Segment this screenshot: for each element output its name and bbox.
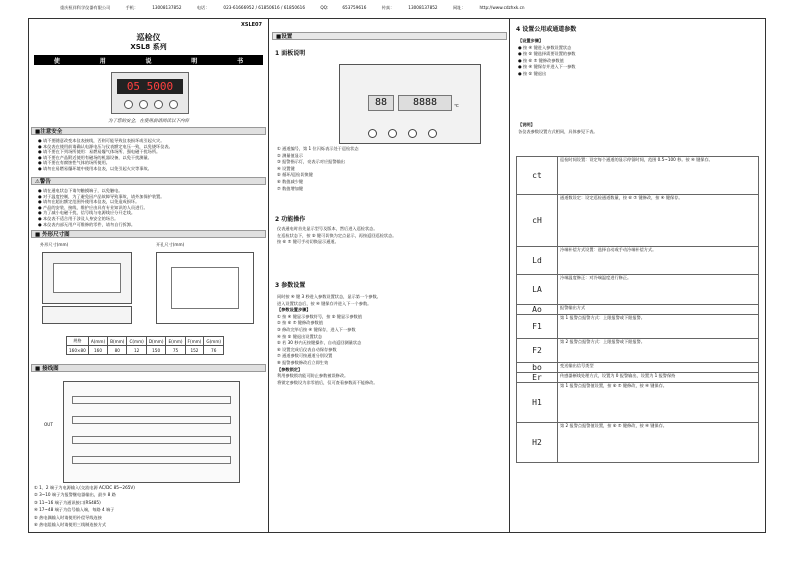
list-item: ● 对于温度控制，为了避免因产品故障导致事故，请外加保护装置。 (38, 193, 165, 199)
param-code: Ld (517, 247, 558, 275)
param-intro (277, 294, 505, 386)
setup-steps (518, 38, 746, 78)
terminal-row (72, 416, 231, 424)
paragraph: 在巡检状态下，按 ⑤ 键可切换为定点显示，再按返回巡检状态。 (277, 232, 397, 238)
table-header: F(mm) (185, 337, 204, 346)
outline-drawing (42, 252, 132, 304)
button-icon (124, 100, 133, 109)
list-item: ⑦ 数值增加键 (277, 185, 304, 191)
step-item: ● 按 ⑥ ⑦ 键修改参数值 (518, 57, 564, 63)
terminal-row (72, 396, 231, 404)
manual-char: 书 (237, 57, 244, 65)
note-item: ③ 11~16 端子为通讯接口(RS485) (34, 499, 101, 505)
step-item: ● 按 ⑤ 键退出 (518, 70, 547, 76)
paragraph: 进入设置状态后，按 ④ 键保存并进入下一个参数。 (277, 300, 372, 306)
list-item: ● 请勿在易燃易爆环境中使用本仪表，以免引起火灾等事故。 (38, 165, 152, 171)
safety-list (38, 138, 264, 172)
manual-char: 使 (53, 57, 60, 65)
safety-caption: 为了您的安全，在使用前请阅读以下内容 (108, 119, 189, 124)
down-key-icon (408, 129, 417, 138)
table-row (517, 275, 759, 305)
list-item: ● 本仪表不适合用于涉及人身安全的场合。 (38, 215, 119, 221)
list-item: ⑥ 数值减少键 (277, 178, 304, 184)
cycle-key-icon (388, 129, 397, 138)
table-header: D(mm) (146, 337, 166, 346)
channel-display: 88 (368, 95, 394, 111)
table-row (517, 363, 759, 373)
step-item: ④ 按 ⑤ 键退出设置状态 (277, 333, 323, 339)
sub-heading: 【参数锁定】 (277, 366, 303, 372)
terminal-row (72, 456, 231, 464)
list-item: ● 请在通电状态下请勿触摸端子，以免触电。 (38, 188, 123, 193)
table-row (517, 157, 759, 195)
note-item: ① 1、2 端子为电源输入(交流电源 AC/DC 85~265V) (34, 485, 135, 490)
step-item: ⑧ 报警参数修改后立即生效 (277, 359, 329, 365)
param-code: F1 (517, 315, 558, 339)
param-desc: 变送输出信号类型 (558, 363, 759, 373)
paragraph: 将锁定参数设为非零值后，仅可查看参数而不能修改。 (277, 379, 378, 385)
note-item: ⑤ 热电偶输入时请使用补偿导线连接 (34, 514, 102, 520)
tel-label: 电话： (196, 5, 210, 10)
paragraph: 同时按 ④ 键 3 秒进入参数设置状态，显示第一个参数。 (277, 294, 381, 299)
company-name: 重庆桓祥科学仪器有限公司 (60, 5, 111, 10)
step-item: ① 按 ④ 键显示参数符号，按 ⑤ 键显示参数值 (277, 313, 362, 319)
param-desc: 第 2 报警点报警方式：上限报警或下限报警。 (558, 339, 759, 363)
side-drawing (42, 306, 132, 324)
table-cell: 160 (88, 346, 107, 355)
warning-list (38, 188, 264, 227)
table-cell: 152 (185, 346, 204, 355)
table-cell: 76 (204, 346, 224, 355)
param-code: F2 (517, 339, 558, 363)
table-row (517, 315, 759, 339)
step-item: ● 按 ④ 键保存并进入下一参数 (518, 64, 576, 70)
function-heading: 2 功能操作 (275, 216, 306, 223)
table-header: 规格 (67, 337, 89, 346)
fax-label: 传真： (381, 5, 395, 10)
param-desc: 巡检时间设置：设定每个通道的显示停留时间，范围 0.5~100 秒。按 ④ 键保存。 (558, 157, 759, 195)
wiring-heading: ■ 接线图 (31, 364, 266, 372)
param-heading: 3 参数设置 (275, 282, 306, 289)
list-item: ● 本仪表在使用前请确认电源电压与仪表额定电压一致，以免烧坏仪表。 (38, 143, 173, 149)
table-row (517, 195, 759, 247)
table-row (517, 339, 759, 363)
param-code: cH (517, 195, 558, 247)
table-header: B(mm) (108, 337, 127, 346)
paragraph: 各仪表参数设置方式相同，具体参见下表。 (518, 128, 598, 134)
table-header: E(mm) (166, 337, 185, 346)
list-item: ● 请勿在超出额定范围外使用本仪表，以免造成损坏。 (38, 199, 140, 205)
list-item: ● 为了减小电磁干扰，信号线与电源线应分开走线。 (38, 210, 136, 216)
fax-value: 13008137852 (408, 5, 438, 10)
table-cell: 12 (127, 346, 146, 355)
warning-heading: ⚠警告 (31, 177, 266, 185)
list-item: ① 通道编号，第 1 位闪烁表示处于巡检状态 (277, 146, 359, 151)
step-item: ● 按 ⑤ 键选择需要设置的参数 (518, 51, 576, 57)
table-cell: 150 (146, 346, 166, 355)
table-cell: 80 (108, 346, 127, 355)
header-bar (60, 5, 750, 15)
function-text (277, 226, 505, 246)
param-desc: 第 2 报警点报警值设置，按 ⑥ ⑦ 键修改，按 ④ 键保存。 (558, 423, 759, 463)
qq-value: 653759616 (342, 5, 367, 10)
list-item: ③ 报警指示灯，亮表示对应报警输出 (277, 159, 345, 165)
tel-value: 023-61666952 / 61850616 / 61850616 (223, 5, 306, 10)
paragraph: 按 ⑥ ⑦ 键可手动切换显示通道。 (277, 239, 339, 245)
out-label: OUT (44, 422, 53, 427)
note-item: ⑥ 热电阻输入时请使用三线制连接方式 (34, 522, 107, 528)
list-item: ④ 设置键 (277, 165, 295, 171)
step-item: ⑥ 设置完成后仪表自动保存参数 (277, 346, 337, 352)
list-item: ② 测量值显示 (277, 152, 304, 158)
note-item: ② 3~10 端子为报警继电器输出，最多 8 路 (34, 492, 116, 498)
meter-buttons (124, 100, 178, 109)
step-item: ● 按 ④ 键进入参数设置状态 (518, 44, 572, 50)
param-code: H2 (517, 423, 558, 463)
param-code: ct (517, 157, 558, 195)
button-icon (154, 100, 163, 109)
common-param-heading: 4 设置公用或通道参数 (516, 26, 577, 33)
unit-label: ℃ (454, 103, 459, 108)
step-item: ③ 修改完毕后按 ④ 键保存，进入下一参数 (277, 326, 356, 332)
table-header: C(mm) (127, 337, 146, 346)
value-display: 8888 (398, 95, 452, 111)
list-item: ● 请不要在有腐蚀性气体的场所使用。 (38, 160, 110, 166)
wiring-diagram (44, 381, 240, 483)
dimension-table (66, 336, 224, 355)
set-key-icon (368, 129, 377, 138)
step-item: ⑦ 通道参数可按通道分别设置 (277, 353, 333, 359)
panel-legend (277, 146, 505, 192)
param-desc: 冷端温度修正：对冷端温度进行修正。 (558, 275, 759, 305)
list-item: ● 本仪表内部无用户可维修的零件，请勿自行拆卸。 (38, 221, 136, 227)
column-3 (510, 18, 766, 533)
list-item: ● 请不要在下列场所使用：易燃易爆气体场所、强电磁干扰场所。 (38, 149, 161, 155)
column-2 (269, 18, 510, 533)
table-cell: 160×80 (67, 346, 89, 355)
manual-char: 用 (99, 57, 106, 65)
param-desc: 第 1 报警点报警方式：上限报警或下限报警。 (558, 315, 759, 339)
qq-label: QQ: (320, 5, 329, 10)
up-key-icon (428, 129, 437, 138)
table-row (517, 305, 759, 315)
manual-banner (34, 55, 263, 65)
param-code: H1 (517, 383, 558, 423)
sub-heading: 【参数设置步骤】 (277, 307, 311, 313)
table-row (517, 247, 759, 275)
table-row (517, 423, 759, 463)
paragraph: 利用参数锁功能可防止参数被误修改。 (277, 373, 349, 379)
param-code: Ao (517, 305, 558, 315)
terminal-row (72, 436, 231, 444)
web-link[interactable]: http://www.cdzhxk.cn (479, 5, 525, 10)
series-title: XSL8 系列 (130, 43, 167, 51)
phone-value: 13008137852 (152, 5, 182, 10)
step-item: ② 按 ⑥ ⑦ 键修改参数值 (277, 320, 323, 326)
sub-heading: 【说明】 (518, 122, 535, 127)
dimension-heading: ■ 外形尺寸图 (31, 230, 266, 238)
param-desc: 通道数设定：设定巡检通道数量，按 ⑥ ⑦ 键修改，按 ④ 键保存。 (558, 195, 759, 247)
description (518, 122, 746, 135)
sub-heading: 【设置步骤】 (518, 38, 544, 43)
meter-image (111, 72, 189, 114)
param-code: Er (517, 373, 558, 383)
parameter-table (516, 156, 759, 463)
settings-heading: ■设置 (272, 32, 507, 40)
table-row (67, 346, 224, 355)
param-code: bo (517, 363, 558, 373)
outline-label: 外形尺寸(mm) (40, 242, 69, 247)
param-desc: 冷端补偿方式设置：选择自动或手动冷端补偿方式。 (558, 247, 759, 275)
manual-char: 说 (145, 57, 152, 65)
table-row (517, 373, 759, 383)
paragraph: 仪表通电时首先显示型号及版本，然后进入巡检状态。 (277, 226, 378, 231)
button-icon (169, 100, 178, 109)
column-1 (28, 18, 269, 533)
param-desc: 第 1 报警点报警值设置，按 ⑥ ⑦ 键修改，按 ④ 键保存。 (558, 383, 759, 423)
wiring-notes (34, 484, 264, 528)
table-header: G(mm) (204, 337, 224, 346)
note-item: ④ 17~48 端子为信号输入端，每路 4 端子 (34, 507, 115, 513)
table-row (517, 383, 759, 423)
list-item: ● 产品的安装、接线、维护应由具有专业知识的人员进行。 (38, 204, 148, 210)
product-title: 巡检仪 (136, 33, 161, 42)
doc-number: XSLE07 (240, 22, 262, 28)
step-item: ⑤ 若 30 秒内无按键操作，自动返回测量状态 (277, 340, 362, 346)
safety-heading: ■注意安全 (31, 127, 266, 135)
param-desc: 报警输出方式 (558, 305, 759, 315)
list-item: ● 请不要在产品附近使用有磁场的机器设备，以免干扰测量。 (38, 154, 152, 160)
cutout-drawing (156, 252, 254, 324)
table-cell: 75 (166, 346, 185, 355)
button-icon (139, 100, 148, 109)
param-desc: 传感器断线处理方式，设置为 0 报警输出，设置为 1 报警保持 (558, 373, 759, 383)
web-label: 网址： (452, 5, 466, 10)
phone-label: 手机： (125, 5, 139, 10)
param-code: LA (517, 275, 558, 305)
cutout-label: 开孔尺寸(mm) (156, 242, 185, 247)
front-panel-drawing (339, 64, 481, 144)
list-item: ● 请不要随意改变本仪表接线，否则可能导致仪表损坏或引起火灾。 (38, 138, 165, 143)
table-row (67, 337, 224, 346)
table-header: A(mm) (88, 337, 107, 346)
manual-char: 明 (191, 57, 198, 65)
list-item: ⑤ 循环/巡检切换键 (277, 172, 313, 178)
panel-heading: 1 面板说明 (275, 50, 306, 57)
meter-display: 05 5000 (117, 79, 183, 94)
